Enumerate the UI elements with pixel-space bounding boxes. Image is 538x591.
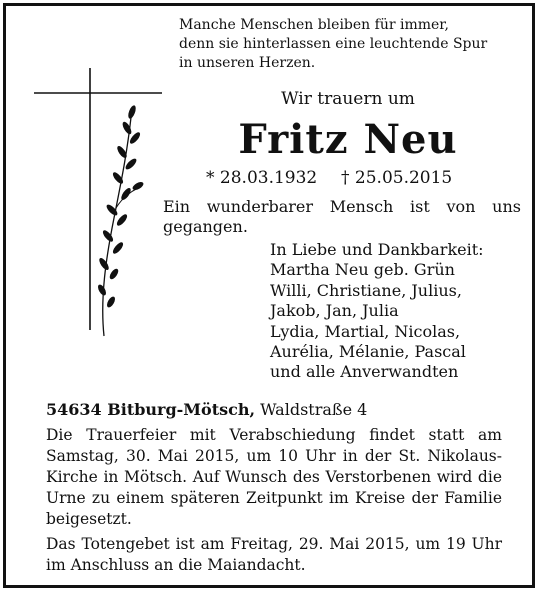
tribute-text: Ein wunderbarer Mensch ist von uns gegangen.	[163, 197, 521, 236]
address-street: Waldstraße 4	[255, 400, 368, 419]
motto-line: Manche Menschen bleiben für immer,	[179, 17, 449, 33]
mourner-line: Lydia, Martial, Nicolas,	[270, 321, 461, 341]
mourners-list	[270, 240, 520, 383]
mourner-line: Willi, Christiane, Julius,	[270, 280, 462, 300]
death-date: † 25.05.2015	[341, 168, 453, 188]
prayer-info: Das Totengebet ist am Freitag, 29. Mai 2015, um 19 Uhr im Anschluss an die Maiandacht.	[46, 535, 502, 574]
mourner-line: Martha Neu geb. Grün	[270, 260, 455, 280]
mourners-heading: In Liebe und Dankbarkeit:	[270, 240, 484, 259]
address-line	[46, 400, 526, 419]
intro-line: Wir trauern um	[281, 89, 415, 109]
deceased-name: Fritz Neu	[238, 116, 458, 163]
motto-line: denn sie hinterlassen eine leuchtende Spur	[179, 36, 488, 52]
address-town: 54634 Bitburg-Mötsch,	[46, 400, 256, 419]
mourner-line: und alle Anverwandten	[270, 362, 459, 382]
birth-date: * 28.03.1932	[206, 168, 318, 188]
cross-with-branch-icon	[34, 68, 164, 338]
funeral-info: Die Trauerfeier mit Verabschiedung findet statt am Samstag, 30. Mai 2015, um 10 Uhr in der St. Nikolaus-Kirche in Mötsch. Auf Wunsch des Verstorbenen wird die Urne zu einem späteren Zeitpunkt im Kreise der Familie beigesetzt.	[46, 426, 502, 528]
motto-line: in unseren Herzen.	[179, 55, 316, 71]
motto-quote	[179, 16, 519, 73]
life-dates	[206, 168, 506, 188]
obituary-notice	[3, 3, 535, 588]
mourner-line: Jakob, Jan, Julia	[270, 301, 399, 321]
mourner-line: Aurélia, Mélanie, Pascal	[270, 342, 466, 362]
